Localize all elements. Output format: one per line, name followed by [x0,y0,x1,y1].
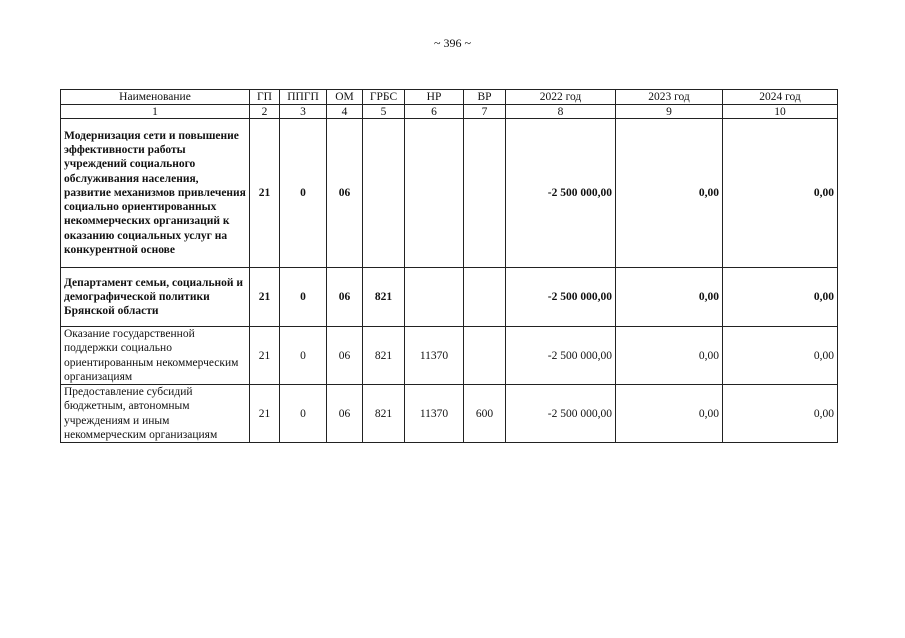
cell-grbs: 821 [363,268,405,327]
cell-grbs [363,119,405,268]
cell-ppgp: 0 [280,385,327,443]
table-row [61,327,838,385]
cell-2022: -2 500 000,00 [506,327,616,385]
header-row [61,90,838,105]
cell-2023: 0,00 [616,385,723,443]
header-grbs: ГРБС [363,90,405,105]
cell-nr: 11370 [405,327,464,385]
column-number: 3 [280,105,327,119]
header-name: Наименование [61,90,250,105]
cell-gp: 21 [250,327,280,385]
cell-2024: 0,00 [723,268,838,327]
column-number: 6 [405,105,464,119]
header-ppgp: ППГП [280,90,327,105]
cell-2022: -2 500 000,00 [506,268,616,327]
cell-nr: 11370 [405,385,464,443]
cell-vr [464,327,506,385]
table-row [61,385,838,443]
cell-om: 06 [327,327,363,385]
budget-table [60,89,838,443]
table-row [61,268,838,327]
header-nr: НР [405,90,464,105]
row-name: Предоставление субсидий бюджетным, автономным учреждениям и иным некоммерческим организациям [61,385,250,443]
cell-gp: 21 [250,268,280,327]
cell-grbs: 821 [363,327,405,385]
row-name: Оказание государственной поддержки социально ориентированным некоммерческим организациям [61,327,250,385]
cell-2024: 0,00 [723,119,838,268]
cell-ppgp: 0 [280,268,327,327]
cell-om: 06 [327,268,363,327]
cell-gp: 21 [250,385,280,443]
column-number: 7 [464,105,506,119]
cell-vr [464,268,506,327]
cell-om: 06 [327,385,363,443]
column-number: 2 [250,105,280,119]
cell-nr [405,268,464,327]
column-number-row [61,105,838,119]
header-vr: ВР [464,90,506,105]
column-number: 4 [327,105,363,119]
column-number: 10 [723,105,838,119]
row-name: Модернизация сети и повышение эффективности работы учреждений социального обслуживания населения, развитие механизмов привлечения социально ориентированных некоммерческих организаций к оказанию социальных услуг на конкурентной основе [61,119,250,268]
header-om: ОМ [327,90,363,105]
column-number: 1 [61,105,250,119]
column-number: 8 [506,105,616,119]
row-name: Департамент семьи, социальной и демографической политики Брянской области [61,268,250,327]
cell-2022: -2 500 000,00 [506,385,616,443]
cell-vr [464,119,506,268]
header-2023: 2023 год [616,90,723,105]
header-2024: 2024 год [723,90,838,105]
cell-2022: -2 500 000,00 [506,119,616,268]
cell-grbs: 821 [363,385,405,443]
cell-2023: 0,00 [616,268,723,327]
table-row [61,119,838,268]
cell-ppgp: 0 [280,327,327,385]
cell-om: 06 [327,119,363,268]
cell-nr [405,119,464,268]
cell-gp: 21 [250,119,280,268]
cell-vr: 600 [464,385,506,443]
header-gp: ГП [250,90,280,105]
cell-2023: 0,00 [616,327,723,385]
cell-2024: 0,00 [723,327,838,385]
cell-2024: 0,00 [723,385,838,443]
page-number: ~ 396 ~ [434,36,471,50]
cell-2023: 0,00 [616,119,723,268]
column-number: 5 [363,105,405,119]
column-number: 9 [616,105,723,119]
cell-ppgp: 0 [280,119,327,268]
header-2022: 2022 год [506,90,616,105]
